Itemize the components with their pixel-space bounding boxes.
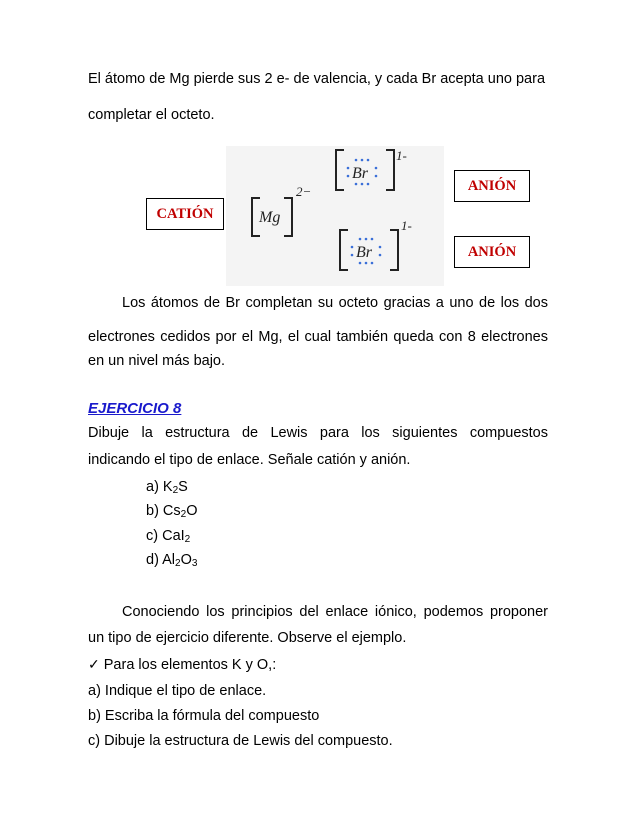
anion-label-box-top: ANIÓN	[454, 170, 530, 202]
list-item: d) $Al_2O_3$	[146, 552, 198, 569]
cation-label-box: CATIÓN	[146, 198, 224, 230]
check-icon: ✓	[88, 656, 100, 672]
paragraph-line: completar el octeto.	[88, 107, 215, 123]
paragraph-line: Conociendo los principios del enlace iónico, podemos proponer	[122, 604, 548, 620]
mg-charge: 2−	[296, 184, 312, 199]
list-item: c) CaI$_2$	[146, 528, 191, 545]
paragraph-line: indicando el tipo de enlace. Señale catión y anión.	[88, 452, 411, 468]
bracket-right	[284, 198, 292, 236]
bracket-left	[336, 150, 344, 190]
bracket-left	[340, 230, 348, 270]
lewis-structure-figure	[226, 146, 444, 286]
paragraph-line: Dibuje la estructura de Lewis para los siguientes compuestos	[88, 425, 548, 441]
br-symbol-bottom: Br	[356, 244, 372, 261]
list-item: a) $K_2S$	[146, 479, 188, 496]
br-charge-bottom: 1-	[401, 218, 412, 233]
paragraph-line: El átomo de Mg pierde sus 2 e- de valencia, y cada Br acepta uno para	[88, 71, 546, 87]
paragraph-line: a) Indique el tipo de enlace.	[88, 683, 267, 699]
br-charge-top: 1-	[396, 148, 407, 163]
anion-label-box-bottom: ANIÓN	[454, 236, 530, 268]
paragraph-line: c) Dibuje la estructura de Lewis del compuesto.	[88, 733, 393, 749]
paragraph-line: ✓ Para los elementos K y O,:	[88, 656, 277, 673]
paragraph-line: un tipo de ejercicio diferente. Observe el ejemplo.	[88, 630, 407, 646]
br-symbol-top: Br	[352, 165, 368, 182]
paragraph-line: en un nivel más bajo.	[88, 353, 226, 369]
paragraph-line: b) Escriba la fórmula del compuesto	[88, 708, 320, 724]
paragraph-line: Los átomos de Br completan su octeto gracias a uno de los dos	[122, 295, 548, 311]
bracket-right	[390, 230, 398, 270]
list-item: b) $Cs_2O$	[146, 503, 198, 520]
mg-symbol: Mg	[259, 209, 281, 226]
bracket-right	[386, 150, 394, 190]
lewis-diagram	[226, 146, 444, 286]
paragraph-line: electrones cedidos por el Mg, el cual también queda con 8 electrones	[88, 329, 548, 345]
exercise-title: EJERCICIO 8	[88, 400, 182, 417]
